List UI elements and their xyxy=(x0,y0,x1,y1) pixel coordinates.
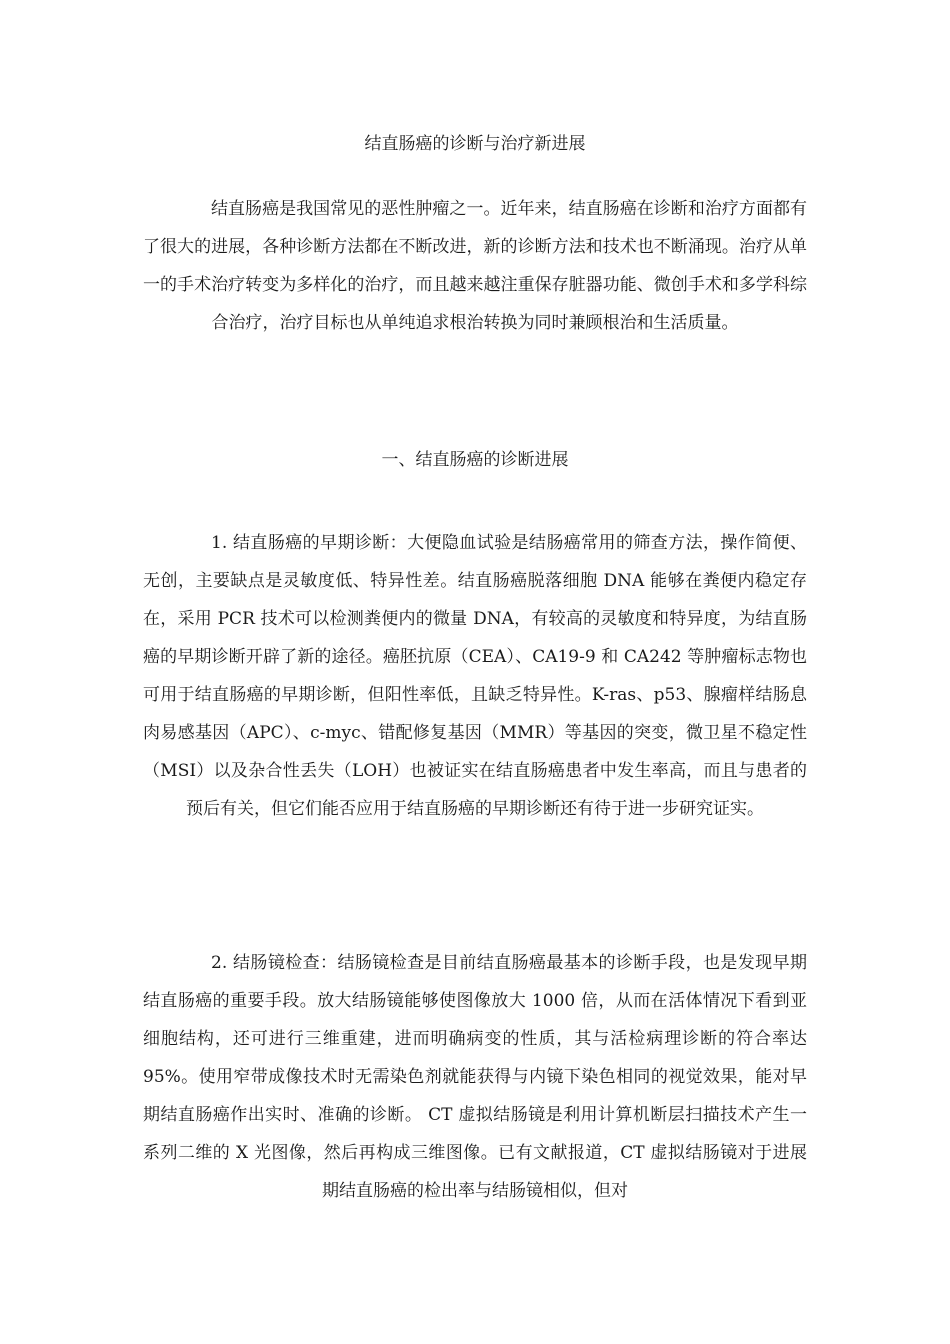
document-title: 结直肠癌的诊断与治疗新进展 xyxy=(364,134,586,154)
section-heading: 一、结直肠癌的诊断进展 xyxy=(381,450,569,470)
paragraph-early-diagnosis: 1. 结直肠癌的早期诊断：大便隐血试验是结肠癌常用的筛查方法，操作简便、无创，主要缺点是灵敏度低、特异性差。结直肠癌脱落细胞 DNA 能够在粪便内稳定存在，采用 PCR 技术可以检测粪便内的微量 DNA，有较高的灵敏度和特异度，为结直肠癌的早期诊断开辟了新的途径。癌胚抗原（CEA）、CA19-9 和 CA242 等肿瘤标志物也可用于结直肠癌的早期诊断，但阳性率低，且缺乏特异性。K-ras、p53、腺瘤样结肠息肉易感基因（APC）、c-myc、错配修复基因（MMR）等基因的突变，微卫星不稳定性（MSI）以及杂合性丢失（LOH）也被证实在结直肠癌患者中发生率高，而且与患者的预后有关，但它们能否应用于结直肠癌的早期诊断还有待于进一步研究证实。 xyxy=(143,533,807,819)
intro-paragraph: 结直肠癌是我国常见的恶性肿瘤之一。近年来，结直肠癌在诊断和治疗方面都有了很大的进展，各种诊断方法都在不断改进，新的诊断方法和技术也不断涌现。治疗从单一的手术治疗转变为多样化的治疗，而且越来越注重保存脏器功能、微创手术和多学科综合治疗，治疗目标也从单纯追求根治转换为同时兼顾根治和生活质量。 xyxy=(143,199,807,333)
paragraph-colonoscopy: 2. 结肠镜检查：结肠镜检查是目前结直肠癌最基本的诊断手段，也是发现早期结直肠癌的重要手段。放大结肠镜能够使图像放大 1000 倍，从而在活体情况下看到亚细胞结构，还可进行三维重建，进而明确病变的性质，其与活检病理诊断的符合率达 95%。使用窄带成像技术时无需染色剂就能获得与内镜下染色相同的视觉效果，能对早期结直肠癌作出实时、准确的诊断。 CT 虚拟结肠镜是利用计算机断层扫描技术产生一系列二维的 X 光图像，然后再构成三维图像。已有文献报道，CT 虚拟结肠镜对于进展期结直肠癌的检出率与结肠镜相似，但对 xyxy=(143,953,807,1201)
